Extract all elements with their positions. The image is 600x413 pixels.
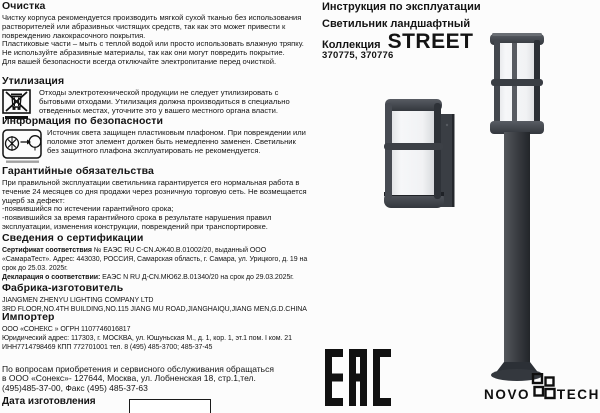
lamp-replacement-icon	[2, 129, 42, 165]
importer-contacts: ИНН7714798469 КПП 772701001 тел. 8 (495) 485-3700; 485-37-45	[2, 344, 213, 351]
certification-heading: Сведения о сертификации	[2, 232, 144, 244]
product-type: Светильник ландшафтный	[322, 18, 471, 30]
novotech-pinwheel-icon	[531, 373, 557, 409]
certificate-line	[2, 246, 308, 273]
manufacture-date-box	[129, 399, 211, 413]
section-warranty	[2, 165, 308, 232]
cleaning-paragraph: Чистку корпуса рекомендуется производить мягкой сухой тканью без использования растворителей или абразивных чистящих средств, так как это может привести к повреждению лакокрасочного покрытия.	[2, 13, 302, 40]
importer-name: ООО «СОНЕКС » ОГРН 1107746016817	[2, 326, 131, 333]
importer-address: Юридический адрес: 117303, г. МОСКВА, ул. Юшуньская М., д. 1, кор. 1, эт.1 пом. I ком. 21	[2, 335, 292, 342]
certificate-label: Сертификат соответствия	[2, 247, 92, 254]
cleaning-paragraph: Для вашей безопасности всегда отключайте электропитание перед очисткой.	[2, 56, 277, 66]
warranty-paragraph: При правильной эксплуатации светильника гарантируется его нормальная работа в течение 24 месяцев со дня продажи через розничную торговую сеть. Не возмещается ущерб за дефект:	[2, 178, 307, 205]
page-title: Инструкция по эксплуатации	[322, 1, 481, 13]
cleaning-heading: Очистка	[2, 0, 46, 12]
factory-address: 3RD FLOOR,NO.4TH BUILDING,NO.115 JIANG MU ROAD,JIANGHAIQU,JIANG MEN,G.D.CHINA	[2, 306, 307, 313]
disposal-text: Отходы электротехнической продукции не следует утилизировать с бытовыми отходами. Утилизация должна производиться в специально отведенных местах, уточните это у вашего местного органа власти.	[39, 88, 290, 115]
section-certification	[2, 232, 308, 282]
section-factory	[2, 282, 308, 314]
warranty-heading: Гарантийные обязательства	[2, 165, 154, 177]
declaration-label: Декларация о соответствии:	[2, 274, 101, 281]
declaration-line	[2, 273, 308, 282]
manufacture-date-label: Дата изготовления	[2, 396, 96, 407]
wall-lamp-image	[383, 97, 461, 222]
section-importer	[2, 311, 308, 352]
model-numbers: 370775, 370776	[322, 50, 394, 61]
icon-caption	[6, 161, 39, 163]
pole-lamp-image	[486, 32, 548, 382]
cleaning-paragraph: Пластиковые части – мыть с теплой водой или просто использовать влажную тряпку. Не используйте абразивные материалы, так как они могут повредить покрытие.	[2, 39, 304, 58]
novotech-logo	[484, 374, 600, 412]
eac-mark	[325, 349, 391, 407]
collection-name: STREET	[387, 30, 474, 53]
collection-label: Коллекция	[322, 39, 381, 51]
service-contact-text: По вопросам приобретения и сервисного обслуживания обращаться в ООО «Сонекс»- 127644, Москва, ул. Лобненская 18, стр.1,тел. (495)485-37-00, Факс (495) 485-37-63	[2, 363, 274, 393]
section-safety	[2, 115, 308, 165]
warranty-paragraph: -появившийся за время гарантийного срока в результате нарушения правил эксплуатации, изменения конструкции, повреждений при транспортировке.	[2, 213, 272, 231]
factory-heading: Фабрика-изготовитель	[2, 282, 124, 294]
importer-heading: Импортер	[2, 311, 55, 323]
brand-text-tech: TECH	[556, 387, 600, 402]
section-cleaning	[2, 0, 308, 67]
certificate-text: № ЕАЭС RU C-CN.АЖ40.В.01002/20, выданный ООО «СамараТест». Адрес: 443030, РОССИЯ, Самарская область, г. Самара, ул. Урицкого, д. 19 на срок до 25.03. 2025г.	[2, 247, 308, 272]
manufacture-date-row	[2, 391, 96, 409]
warranty-paragraph: -появившийся по истечении гарантийного срока;	[2, 204, 174, 214]
factory-name: JIANGMEN ZHENYU LIGHTING COMPANY LTD	[2, 297, 154, 304]
brand-text-novo: NOVO	[484, 387, 531, 402]
safety-heading: Информация по безопасности	[2, 115, 164, 127]
safety-text: Источник света защищен пластиковым плафоном. При повреждении или поломке этот элемент должен быть немедленно заменен. Светильник без защитного плафона эксплуатировать не рекомендуется.	[47, 128, 306, 155]
disposal-heading: Утилизация	[2, 75, 65, 87]
declaration-text: ЕАЭС N RU Д-CN.МЮ62.В.01340/20 на срок до 29.03.2025г.	[102, 274, 294, 281]
